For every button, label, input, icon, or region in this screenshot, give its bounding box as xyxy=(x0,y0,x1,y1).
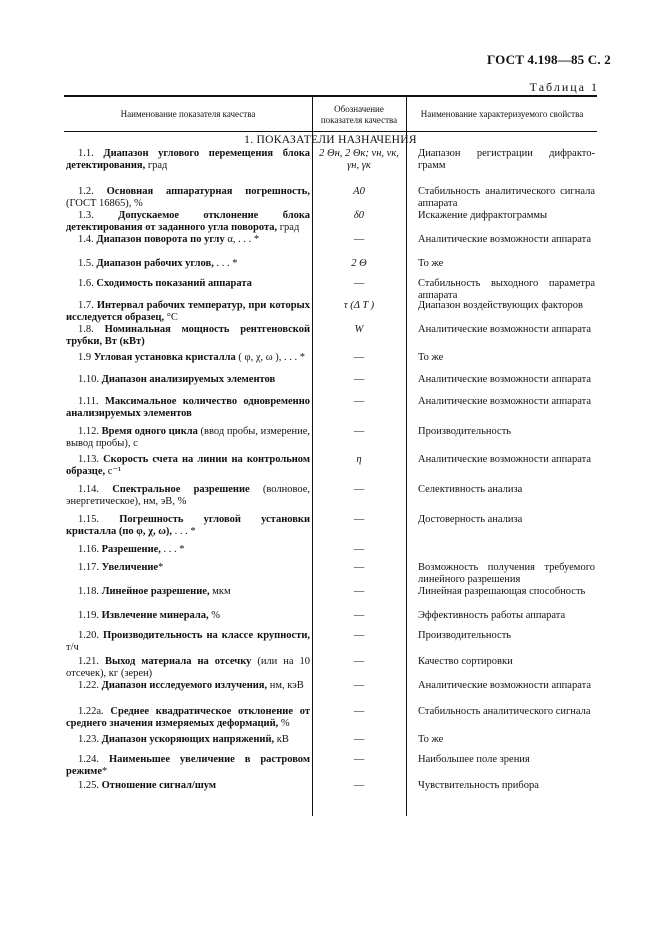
indicator-name xyxy=(64,562,312,586)
indicator-unit: нм, кэВ xyxy=(267,680,304,691)
indicator-title: Диапазон анализируемых элементов xyxy=(101,374,276,385)
indicator-name xyxy=(64,148,312,186)
indicator-name xyxy=(64,680,312,706)
indicator-name xyxy=(64,396,312,426)
indicator-title: Наименьшее увеличение в растровом режиме xyxy=(66,754,310,777)
characterized-property: Производительность xyxy=(418,630,512,641)
row-number: 1.6. xyxy=(78,278,94,289)
indicator-title: Диапазон исследуемого излучения, xyxy=(101,680,268,691)
table-row xyxy=(64,610,597,630)
indicator-designation: — xyxy=(353,426,365,437)
indicator-designation: η xyxy=(356,454,362,465)
row-number: 1.8. xyxy=(78,324,94,335)
row-number: 1.12. xyxy=(78,426,99,437)
row-number: 1.22. xyxy=(78,680,99,691)
section-title: 1. ПОКАЗАТЕЛИ НАЗНАЧЕНИЯ xyxy=(244,134,417,146)
characterized-property: Аналитические возможности аппарата xyxy=(418,454,591,465)
indicator-name xyxy=(64,734,312,754)
indicator-unit: град xyxy=(277,222,300,233)
row-number: 1.18. xyxy=(78,586,99,597)
indicator-title: Среднее квадратическое отклонение от среднего значения измеряемых деформаций, xyxy=(66,706,310,729)
table-top-rule xyxy=(64,95,597,97)
characterized-property: Линейная разрешающая способность xyxy=(418,586,586,597)
indicator-title: Диапазон поворота по углу xyxy=(96,234,225,245)
table-row xyxy=(64,734,597,754)
indicator-title: Увеличение xyxy=(101,562,159,573)
table-row xyxy=(64,562,597,586)
indicator-unit: ( φ, χ, ω ), . . . * xyxy=(235,352,306,363)
indicator-title: Максимальное количество одновременно анализируемых элементов xyxy=(66,396,310,419)
indicator-title: Производительность на классе крупности, xyxy=(103,630,310,641)
row-number: 1.9 xyxy=(78,352,92,363)
table-row xyxy=(64,680,597,706)
row-number: 1.1. xyxy=(78,148,94,159)
table-row xyxy=(64,754,597,780)
characterized-property: Аналитические возможности аппарата xyxy=(418,324,591,335)
indicator-designation: 2 Θ xyxy=(351,258,367,269)
row-number: 1.14. xyxy=(78,484,99,495)
characterized-property: Аналитические возможности аппарата xyxy=(418,234,591,245)
table-row xyxy=(64,324,597,352)
row-number: 1.2. xyxy=(78,186,94,197)
indicator-title: Извлечение минерала, xyxy=(101,610,209,621)
characterized-property: Искажение дифрактограммы xyxy=(418,210,548,221)
indicator-unit: (или на 10 отсечек), кг (зерен) xyxy=(66,656,310,679)
indicator-name xyxy=(64,630,312,656)
characterized-property: Аналитические возможности аппарата xyxy=(418,374,591,385)
indicator-designation: — xyxy=(353,234,365,245)
indicator-title: Линейное разрешение, xyxy=(101,586,210,597)
indicator-designation: — xyxy=(353,706,365,717)
indicator-designation: — xyxy=(353,656,365,667)
characterized-property: Стабильность аналитического сигнала xyxy=(418,706,591,717)
table-row xyxy=(64,258,597,278)
indicator-unit: . . . * xyxy=(160,544,185,555)
indicator-title: Номинальная мощность рентгеновской трубки, Вт (кВт) xyxy=(66,324,311,347)
indicator-unit: град xyxy=(145,160,168,171)
indicator-designation: — xyxy=(353,352,365,363)
indicator-unit: % xyxy=(208,610,221,621)
indicator-title: Разрешение, xyxy=(101,544,161,555)
row-number: 1.21. xyxy=(78,656,99,667)
row-number: 1.11. xyxy=(78,396,99,407)
column-header-property: Наименование характеризуемого свойства xyxy=(420,109,584,119)
row-number: 1.10. xyxy=(78,374,99,385)
row-number: 1.13. xyxy=(78,454,99,465)
indicator-name xyxy=(64,352,312,374)
column-header-name: Наименование показателя качества xyxy=(120,109,256,119)
indicator-title: Интервал рабочих температур, при которых исследуется образец, xyxy=(66,300,310,323)
characterized-property: Диапазон воздействующих факторов xyxy=(418,300,583,311)
indicator-unit: α, . . . * xyxy=(224,234,260,245)
indicator-title: Диапазон ускоряющих напряжений, xyxy=(101,734,275,745)
indicator-title: Основная аппаратурная погрешность, xyxy=(106,186,310,197)
indicator-name xyxy=(64,324,312,352)
indicator-designation: — xyxy=(353,374,365,385)
table-row xyxy=(64,630,597,656)
characterized-property: Качество сортировки xyxy=(418,656,513,667)
characterized-property: Диапазон регистрации дифракто-грамм xyxy=(418,148,595,171)
table-row xyxy=(64,374,597,396)
table-row xyxy=(64,278,597,300)
table-row xyxy=(64,186,597,210)
indicator-unit: * xyxy=(101,766,108,777)
indicator-unit: % xyxy=(278,718,290,729)
indicator-designation: — xyxy=(353,610,365,621)
table-row xyxy=(64,484,597,514)
characterized-property: Наибольшее поле зрения xyxy=(418,754,530,765)
indicator-designation: δ0 xyxy=(353,210,365,221)
row-number: 1.23. xyxy=(78,734,99,745)
table-row xyxy=(64,210,597,234)
indicator-name xyxy=(64,586,312,610)
indicator-unit: * xyxy=(158,562,164,573)
table-row xyxy=(64,586,597,610)
indicator-name xyxy=(64,780,312,800)
row-number: 1.24. xyxy=(78,754,99,765)
indicator-title: Допускаемое отклонение блока детектирования от заданного угла поворота, xyxy=(66,210,310,233)
row-number: 1.7. xyxy=(78,300,94,311)
indicator-name xyxy=(64,374,312,396)
characterized-property: Возможность получения требуемого линейного разрешения xyxy=(418,562,595,585)
indicator-designation: — xyxy=(353,586,365,597)
row-number: 1.16. xyxy=(78,544,99,555)
indicator-name xyxy=(64,258,312,278)
characterized-property: Производительность xyxy=(418,426,512,437)
table-row xyxy=(64,234,597,258)
indicator-name xyxy=(64,484,312,514)
indicator-unit: мкм xyxy=(209,586,231,597)
indicator-title: Диапазон рабочих углов, xyxy=(96,258,214,269)
indicator-name xyxy=(64,754,312,780)
indicator-title: Сходимость показаний аппарата xyxy=(96,278,252,289)
characterized-property xyxy=(406,544,597,562)
indicator-designation: — xyxy=(353,278,365,289)
indicator-name xyxy=(64,234,312,258)
row-number: 1.15. xyxy=(78,514,99,525)
indicator-title: Погрешность угловой установки кристалла (по φ, χ, ω), xyxy=(66,514,311,537)
indicator-name xyxy=(64,300,312,324)
indicator-name xyxy=(64,544,312,562)
indicator-unit: (ГОСТ 16865), % xyxy=(66,198,143,209)
indicator-name xyxy=(64,610,312,630)
indicator-unit: (ввод пробы, измерение, вывод пробы), с xyxy=(66,426,310,449)
indicator-name xyxy=(64,210,312,234)
row-number: 1.3. xyxy=(78,210,94,221)
characterized-property: То же xyxy=(418,258,444,269)
indicator-name xyxy=(64,656,312,680)
table-row xyxy=(64,352,597,374)
indicator-unit: . . . * xyxy=(172,526,196,537)
indicator-unit: т/ч xyxy=(66,642,79,653)
row-number: 1.22а. xyxy=(78,706,104,717)
row-number: 1.5. xyxy=(78,258,94,269)
indicator-designation: — xyxy=(353,780,365,791)
indicator-title: Диапазон углового перемещения блока детектирования, xyxy=(66,148,310,171)
indicator-designation: τ (Δ T ) xyxy=(343,300,375,311)
table-row xyxy=(64,454,597,484)
indicator-unit: (волновое, энергетическое), нм, эВ, % xyxy=(66,484,311,507)
table-row xyxy=(64,148,597,186)
indicator-designation: A0 xyxy=(353,186,365,197)
indicator-designation: — xyxy=(353,544,365,555)
characterized-property: Стабильность аналитического сигнала аппарата xyxy=(418,186,595,209)
row-number: 1.17. xyxy=(78,562,99,573)
indicator-name xyxy=(64,186,312,210)
characterized-property: Чувствительность прибора xyxy=(418,780,539,791)
indicator-designation: W xyxy=(354,324,364,335)
table-row xyxy=(64,426,597,454)
indicator-title: Выход материала на отсечку xyxy=(104,656,252,667)
row-number: 1.19. xyxy=(78,610,99,621)
indicator-unit: °С xyxy=(164,312,178,323)
indicator-designation: — xyxy=(353,484,365,495)
indicator-designation: — xyxy=(353,396,365,407)
table-row xyxy=(64,780,597,800)
table-row xyxy=(64,300,597,324)
table-body xyxy=(64,148,597,800)
indicator-title: Скорость счета на линии на контрольном образце, xyxy=(66,454,311,477)
indicator-unit: кВ xyxy=(274,734,289,745)
characterized-property: То же xyxy=(418,352,444,363)
indicator-designation: — xyxy=(353,680,365,691)
indicator-name xyxy=(64,514,312,544)
table-row xyxy=(64,656,597,680)
indicator-title: Время одного цикла xyxy=(101,426,198,437)
characterized-property: Эффективность работы аппарата xyxy=(418,610,566,621)
characterized-property: Аналитические возможности аппарата xyxy=(418,396,591,407)
characterized-property: Селективность анализа xyxy=(418,484,523,495)
row-number: 1.4. xyxy=(78,234,94,245)
table-row xyxy=(64,514,597,544)
row-number: 1.20. xyxy=(78,630,99,641)
indicator-title: Спектральное разрешение xyxy=(112,484,250,495)
characterized-property: Аналитические возможности аппарата xyxy=(418,680,591,691)
indicator-designation: — xyxy=(353,754,365,765)
table-label: Таблица 1 xyxy=(529,80,599,94)
indicator-name xyxy=(64,278,312,300)
indicator-unit: . . . * xyxy=(213,258,238,269)
table-row xyxy=(64,544,597,562)
indicator-designation: — xyxy=(353,734,365,745)
characterized-property: Стабильность выходного параметра аппарата xyxy=(418,278,595,301)
row-number: 1.25. xyxy=(78,780,99,791)
document-reference: ГОСТ 4.198—85 С. 2 xyxy=(486,52,611,67)
characterized-property: То же xyxy=(418,734,444,745)
column-header-designation: Обозначение показателя качества xyxy=(320,103,398,125)
indicator-designation: — xyxy=(353,514,365,525)
table-row xyxy=(64,706,597,734)
indicator-name xyxy=(64,426,312,454)
table-row xyxy=(64,396,597,426)
indicator-unit: с⁻¹ xyxy=(105,466,122,477)
indicator-title: Отношение сигнал/шум xyxy=(101,780,216,791)
indicator-designation: — xyxy=(353,630,365,641)
header-bottom-rule xyxy=(64,131,597,132)
indicator-name xyxy=(64,706,312,734)
characterized-property: Достоверность анализа xyxy=(418,514,523,525)
indicator-name xyxy=(64,454,312,484)
indicator-title: Угловая установка кристалла xyxy=(93,352,236,363)
indicator-designation: 2 Θн, 2 Θк; νн, νк, γн, γк xyxy=(319,148,399,171)
indicator-designation: — xyxy=(353,562,365,573)
